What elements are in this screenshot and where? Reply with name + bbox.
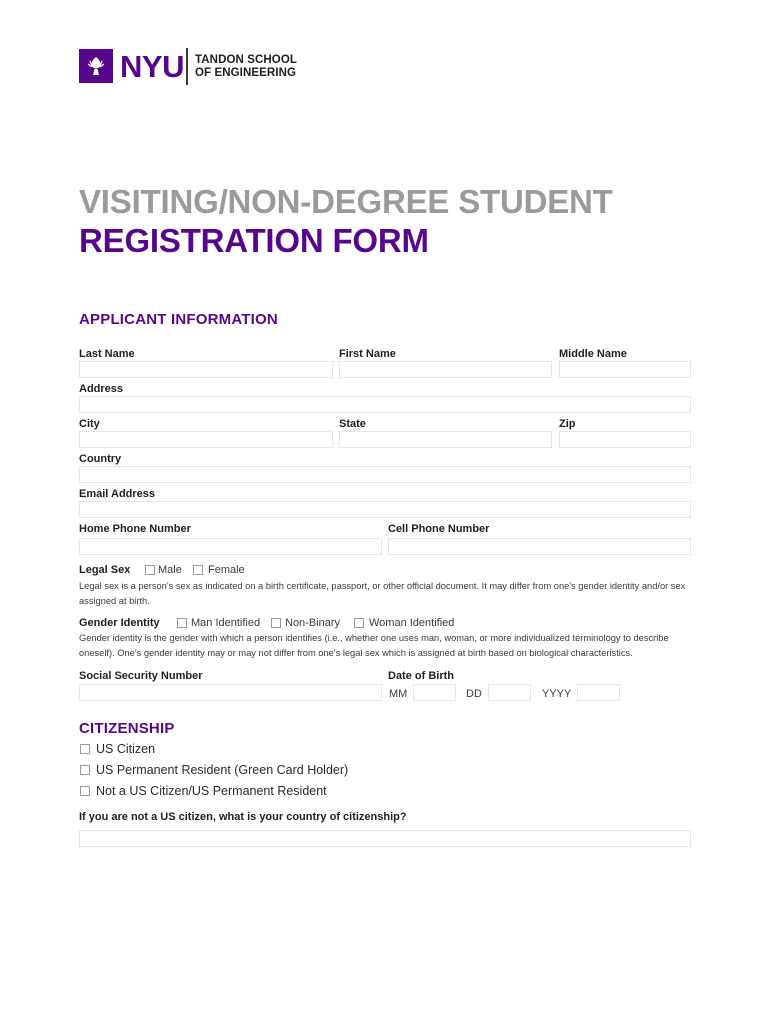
non-citizen-checkbox[interactable] xyxy=(80,786,90,796)
state-field[interactable] xyxy=(339,431,552,448)
us-citizen-label: US Citizen xyxy=(96,742,156,756)
home-phone-field[interactable] xyxy=(79,538,382,555)
legal-sex-female-checkbox[interactable] xyxy=(193,565,203,575)
last-name-field[interactable] xyxy=(79,361,333,378)
gender-woman-identified-checkbox[interactable] xyxy=(354,618,364,628)
address-field[interactable] xyxy=(79,396,691,413)
citizenship-country-question: If you are not a US citizen, what is your country of citizenship? xyxy=(79,811,407,823)
dob-dd-label: DD xyxy=(466,688,482,700)
legal-sex-note: Legal sex is a person's sex as indicated on a birth certificate, passport, or other official document. It may differ from one's gender identity and/or sex assigned at birth. xyxy=(79,581,686,606)
email-label: Email Address xyxy=(79,488,156,500)
applicant-information-heading: APPLICANT INFORMATION xyxy=(79,311,278,328)
us-citizen-checkbox[interactable] xyxy=(80,744,90,754)
home-phone-label: Home Phone Number xyxy=(79,523,191,535)
gender-identity-note: Gender identity is the gender with which a person identifies (i.e., whether one uses man, woman, or more individualized terminology to describe oneself). One's gender identity may or may not differ from one's legal sex which is assigned at birth based on biological characteristics. xyxy=(79,633,669,658)
dob-label: Date of Birth xyxy=(388,670,454,682)
city-field[interactable] xyxy=(79,431,333,448)
non-citizen-label: Not a US Citizen/US Permanent Resident xyxy=(96,784,327,798)
gender-man-identified-checkbox[interactable] xyxy=(177,618,187,628)
dob-yyyy-label: YYYY xyxy=(542,688,572,700)
first-name-label: First Name xyxy=(339,348,396,360)
address-label: Address xyxy=(79,383,124,395)
first-name-field[interactable] xyxy=(339,361,552,378)
gender-man-identified-label: Man Identified xyxy=(191,617,261,629)
gender-non-binary-checkbox[interactable] xyxy=(271,618,281,628)
zip-label: Zip xyxy=(559,418,576,430)
cell-phone-field[interactable] xyxy=(388,538,691,555)
gender-identity-label: Gender Identity xyxy=(79,617,160,629)
last-name-label: Last Name xyxy=(79,348,135,360)
school-name-line2: OF ENGINEERING xyxy=(195,66,297,79)
country-label: Country xyxy=(79,453,122,465)
dob-day-field[interactable] xyxy=(488,684,531,701)
dob-month-field[interactable] xyxy=(413,684,456,701)
citizenship-country-field[interactable] xyxy=(79,830,691,847)
nyu-logo-text: NYU xyxy=(120,49,184,84)
ssn-label: Social Security Number xyxy=(79,670,203,682)
dob-mm-label: MM xyxy=(389,688,408,700)
middle-name-field[interactable] xyxy=(559,361,691,378)
legal-sex-female-label: Female xyxy=(208,564,245,576)
gender-woman-identified-label: Woman Identified xyxy=(369,617,455,629)
school-name-line1: TANDON SCHOOL xyxy=(195,54,298,66)
zip-field[interactable] xyxy=(559,431,691,448)
city-label: City xyxy=(79,418,100,430)
country-field[interactable] xyxy=(79,466,691,483)
citizenship-heading: CITIZENSHIP xyxy=(79,720,175,737)
ssn-field[interactable] xyxy=(79,684,382,701)
permanent-resident-checkbox[interactable] xyxy=(80,765,90,775)
logo-divider xyxy=(186,48,188,85)
email-field[interactable] xyxy=(79,501,691,518)
legal-sex-male-label: Male xyxy=(158,564,182,576)
torch-icon xyxy=(79,49,113,83)
state-label: State xyxy=(339,418,366,430)
middle-name-label: Middle Name xyxy=(559,348,627,360)
legal-sex-label: Legal Sex xyxy=(79,564,131,576)
cell-phone-label: Cell Phone Number xyxy=(388,523,490,535)
school-name xyxy=(195,54,297,79)
form-title-line1: VISITING/NON-DEGREE STUDENT xyxy=(79,183,613,220)
form-title-line2: REGISTRATION FORM xyxy=(79,222,429,259)
gender-non-binary-label: Non-Binary xyxy=(285,617,341,629)
permanent-resident-label: US Permanent Resident (Green Card Holder) xyxy=(96,763,349,777)
dob-year-field[interactable] xyxy=(577,684,620,701)
nyu-torch-logo xyxy=(79,49,113,83)
legal-sex-male-checkbox[interactable] xyxy=(145,565,155,575)
